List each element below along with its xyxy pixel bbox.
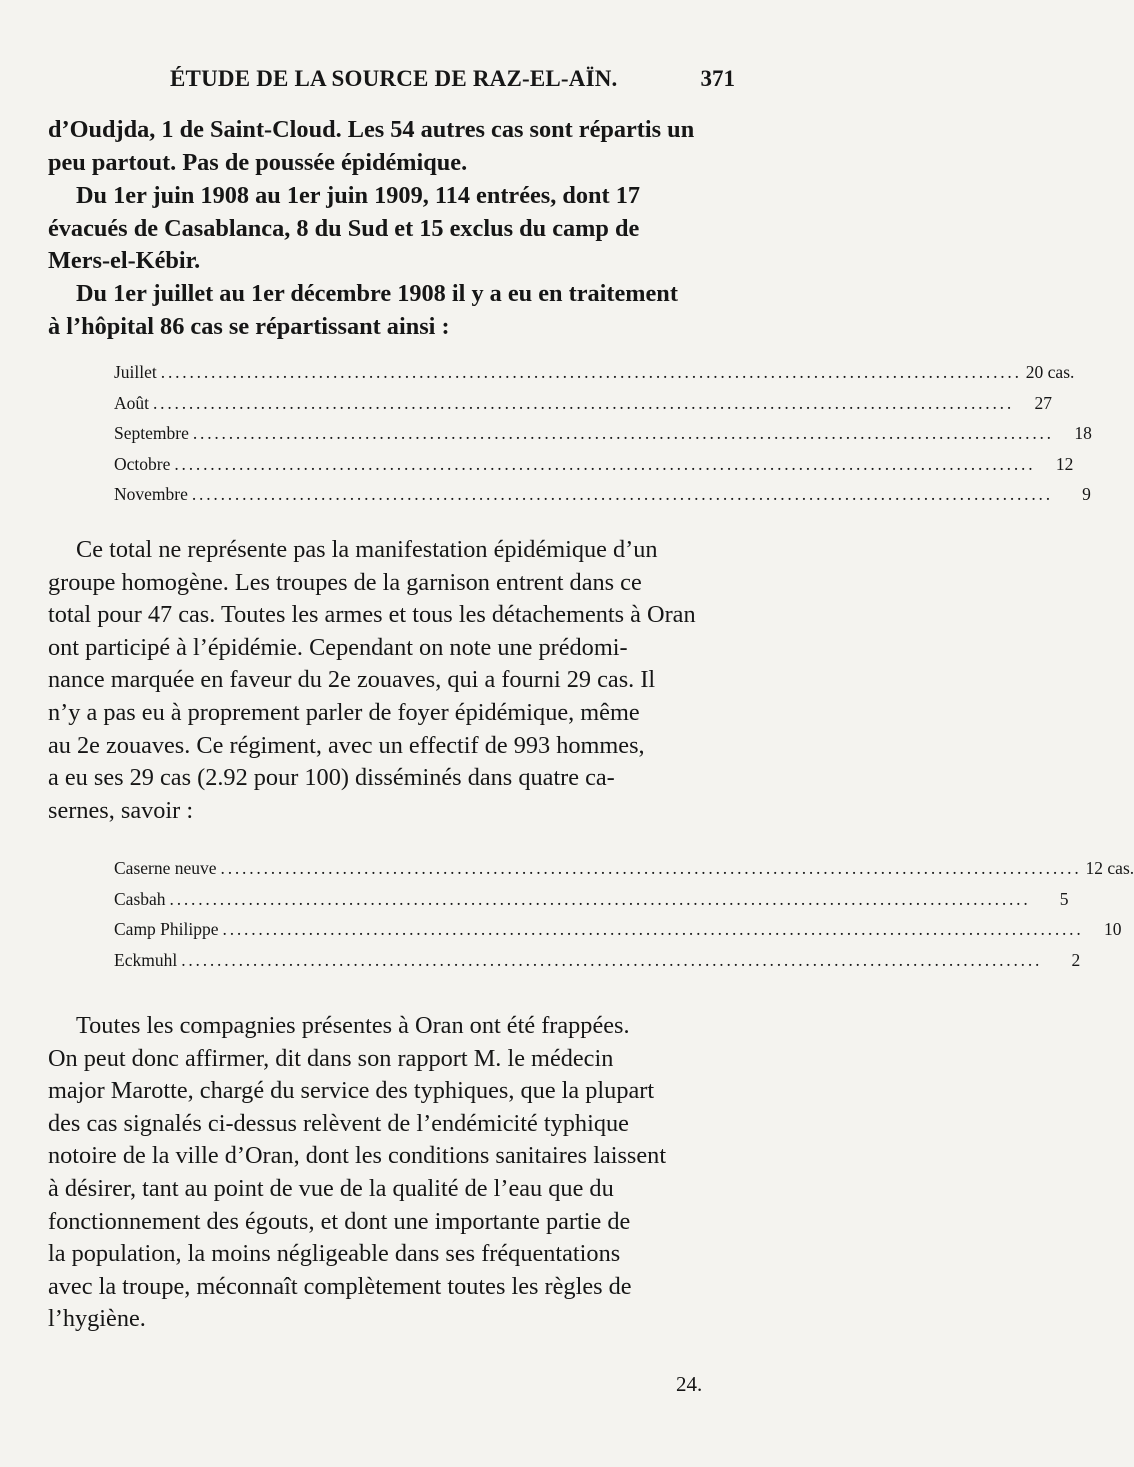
paragraph-line: peu partout. Pas de poussée épidémique.	[48, 148, 468, 176]
dot-leader: ........................................................................................................................	[160, 362, 1022, 382]
monthly-cases-table	[114, 362, 1092, 515]
row-value: 2	[1071, 949, 1081, 970]
dot-leader: ........................................................................................................................	[191, 484, 1053, 504]
paragraph-line: fonctionnement des égouts, et dont une importante partie de	[48, 1207, 631, 1235]
row-label: Caserne neuve	[114, 858, 217, 878]
table-row	[114, 858, 1134, 889]
paragraph-1	[48, 114, 760, 179]
table-row	[114, 392, 1052, 424]
paragraph-line: d’Oudjda, 1 de Saint-Cloud. Les 54 autres cas sont répartis un	[48, 116, 695, 143]
row-value: 18	[1074, 423, 1092, 443]
header-title: ÉTUDE DE LA SOURCE DE RAZ-EL-AÏN.	[170, 66, 618, 91]
row-label: Septembre	[114, 423, 189, 443]
row-value: 5	[1059, 888, 1069, 909]
row-label: Camp Philippe	[114, 919, 219, 939]
paragraph-line: la population, la moins négligeable dans ses fréquentations	[48, 1240, 621, 1268]
table-row	[114, 949, 1081, 981]
dot-leader: ........................................................................................................................	[220, 858, 1082, 878]
table-row	[114, 888, 1069, 920]
row-label: Casbah	[114, 888, 166, 909]
dot-leader: ........................................................................................................................	[222, 919, 1084, 939]
paragraph-2	[48, 180, 760, 278]
row-value: 20 cas.	[1025, 362, 1075, 382]
paragraph-line: Toutes les compagnies présentes à Oran ont été frappées.	[76, 1012, 630, 1039]
dot-leader: ........................................................................................................................	[192, 423, 1054, 443]
paragraph-line: n’y a pas eu à proprement parler de foyer épidémique, même	[48, 698, 640, 726]
signature-mark: 24.	[676, 1372, 703, 1396]
paragraph-line: nance marquée en faveur du 2e zouaves, qui a fourni 29 cas. Il	[48, 666, 656, 694]
paragraph-line: au 2e zouaves. Ce régiment, avec un effectif de 993 hommes,	[48, 731, 645, 759]
row-value: 12 cas.	[1085, 858, 1134, 878]
paragraph-line: avec la troupe, méconnaît complètement toutes les règles de	[48, 1272, 632, 1300]
paragraph-line: à désirer, tant au point de vue de la qualité de l’eau que du	[48, 1174, 614, 1202]
running-header	[170, 66, 735, 96]
row-value: 9	[1082, 484, 1091, 504]
row-value: 12	[1055, 453, 1074, 474]
paragraph-line: évacués de Casablanca, 8 du Sud et 15 exclus du camp de	[48, 214, 640, 242]
paragraph-5	[48, 1010, 760, 1336]
paragraph-line: des cas signalés ci-dessus relèvent de l’endémicité typhique	[48, 1109, 629, 1137]
paragraph-line: Mers-el-Kébir.	[48, 247, 201, 275]
paragraph-line: Du 1er juin 1908 au 1er juin 1909, 114 entrées, dont 17	[76, 182, 641, 209]
table-row	[114, 484, 1091, 515]
row-label: Juillet	[114, 362, 157, 382]
table-row	[114, 362, 1075, 393]
table-row	[114, 423, 1092, 454]
paragraph-line: major Marotte, chargé du service des typhiques, que la plupart	[48, 1077, 655, 1105]
paragraph-line: a eu ses 29 cas (2.92 pour 100) disséminés dans quatre ca-	[48, 764, 615, 792]
paragraph-line: l’hygiène.	[48, 1305, 146, 1333]
paragraph-line: ont participé à l’épidémie. Cependant on note une prédomi-	[48, 633, 628, 661]
dot-leader: ........................................................................................................................	[169, 888, 1031, 909]
dot-leader: ........................................................................................................................	[181, 949, 1043, 970]
paragraph-line: Du 1er juillet au 1er décembre 1908 il y a eu en traitement	[76, 280, 678, 307]
row-label: Octobre	[114, 453, 171, 474]
dot-leader: ........................................................................................................................	[153, 392, 1014, 413]
row-label: Eckmuhl	[114, 949, 178, 970]
paragraph-line: notoire de la ville d’Oran, dont les conditions sanitaires laissent	[48, 1142, 667, 1170]
dot-leader: ........................................................................................................................	[174, 453, 1036, 474]
paragraph-line: groupe homogène. Les troupes de la garnison entrent dans ce	[48, 568, 642, 596]
paragraph-3	[48, 278, 760, 343]
row-value: 27	[1034, 392, 1052, 413]
page-number: 371	[700, 66, 735, 91]
paragraph-line: Ce total ne représente pas la manifestation épidémique d’un	[76, 536, 658, 563]
paragraph-line: total pour 47 cas. Toutes les armes et tous les détachements à Oran	[48, 601, 696, 629]
row-value: 10	[1104, 919, 1122, 939]
paragraph-line: sernes, savoir :	[48, 796, 194, 824]
barracks-cases-table	[114, 858, 1134, 980]
paragraph-line: à l’hôpital 86 cas se répartissant ainsi :	[48, 312, 450, 340]
paragraph-4	[48, 534, 760, 827]
paragraph-line: On peut donc affirmer, dit dans son rapport M. le médecin	[48, 1044, 614, 1072]
table-row	[114, 453, 1074, 485]
table-row	[114, 919, 1122, 950]
row-label: Août	[114, 392, 149, 413]
row-label: Novembre	[114, 484, 188, 504]
